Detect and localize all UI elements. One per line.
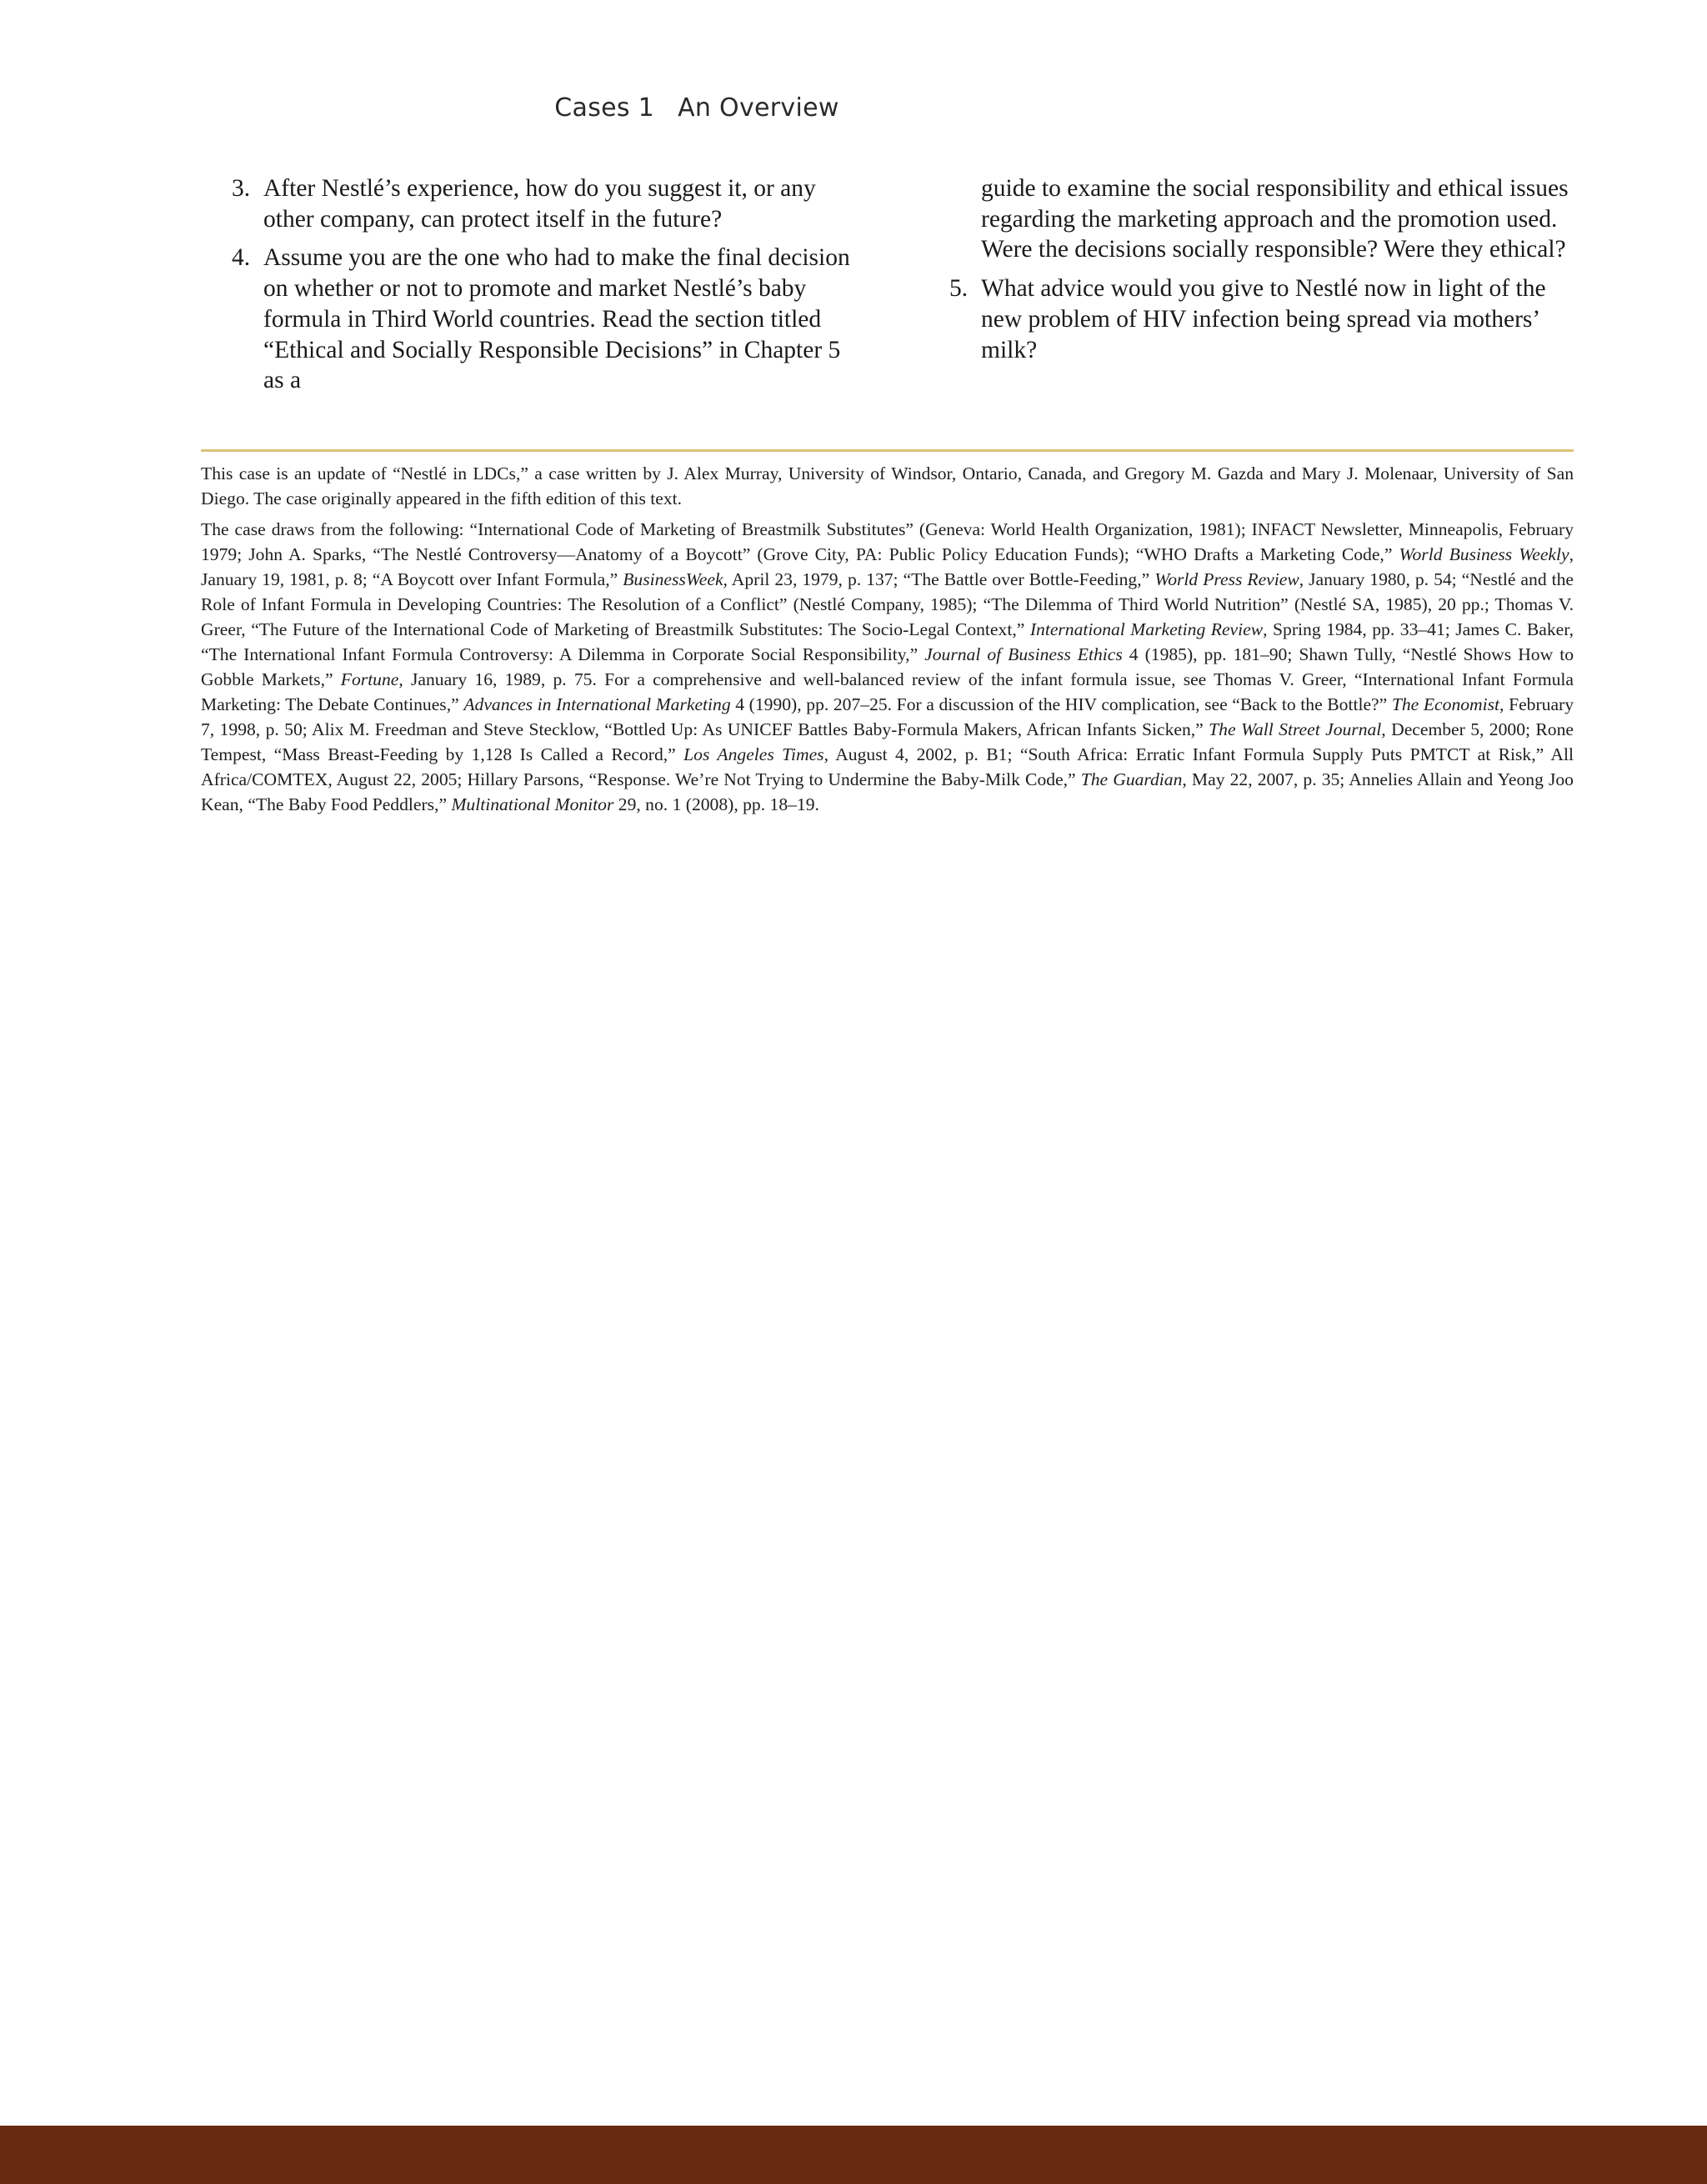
case-notes [201,461,1574,823]
case-references [201,517,1574,817]
publication-title: International Marketing Review [1029,619,1264,639]
publication-title: Multinational Monitor [451,794,614,814]
publication-title: Journal of Business Ethics [924,644,1123,664]
reference-text: , February 7, 1998, p. 50; Alix M. Freedman and Steve Stecklow, “Bottled Up: As UNICEF Battles Baby-Formula Makers, African Infants Sicken,” [201,694,1574,739]
reference-text: 29, no. 1 (2008), pp. 18–19. [613,794,819,814]
reference-text: , May 22, 2007, p. 35; Annelies Allain and Yeong Joo Kean, “The Baby Food Peddlers,” [201,769,1574,814]
reference-text: , December 5, 2000; Rone Tempest, “Mass Breast-Feeding by 1,128 Is Called a Record,” [201,719,1574,764]
publication-title: World Press Review [1154,569,1299,589]
section-title: An Overview [678,93,839,123]
question-text: After Nestlé’s experience, how do you suggest it, or any other company, can protect itself in the future? [263,175,816,233]
reference-text: , January 1980, p. 54; “Nestlé and the Role of Infant Formula in Developing Countries: The Resolution of a Conflict” (Nestlé Company, 1985); “The Dilemma of Third World Nutrition” (Nestlé SA, 1985), 20 pp.; Thomas V. Greer, “The Future of the International Code of Marketing of Breastmilk Substitutes: The Socio-Legal Context,” [201,569,1574,639]
publication-title: Advances in International Marketing [463,694,731,714]
reference-text: , January 16, 1989, p. 75. For a comprehensive and well-balanced review of the infant formula issue, see Thomas V. Greer, “International Infant Formula Marketing: The Debate Continues,” [201,669,1574,714]
publication-title: The Guardian [1080,769,1183,789]
question-number: 4. [232,244,251,272]
publication-title: Los Angeles Times [683,744,824,764]
case-source-note: This case is an update of “Nestlé in LDCs,” a case written by J. Alex Murray, University of Windsor, Ontario, Canada, and Gregory M. Gazda and Mary J. Molenaar, University of San Diego. The case originally appeared in the fifth edition of this text. [201,463,1574,508]
reference-text: , Spring 1984, pp. 33–41; James C. Baker, “The International Infant Formula Controversy: A Dilemma in Corporate Social Responsibility,” [201,619,1574,664]
footer-band [0,2126,1707,2184]
reference-text: April 23, 1979, p. 137; “The Battle over Bottle-Feeding,” [727,569,1155,589]
discussion-questions [232,173,1580,404]
publication-title: The Wall Street Journal [1209,719,1382,739]
running-head [0,93,1394,123]
question-text: What advice would you give to Nestlé now in light of the new problem of HIV infection being spread via mothers’ milk? [981,275,1546,363]
question-number: 5. [949,275,969,303]
reference-text: 4 (1985), pp. 181–90; Shawn Tully, “Nestlé Shows How to Gobble Markets,” [201,644,1574,689]
question-4 [232,243,863,396]
reference-text: 4 (1990), pp. 207–25. For a discussion of the HIV complication, see “Back to the Bottle?” [730,694,1392,714]
publication-title: BusinessWeek, [623,569,728,589]
publication-title: Fortune [340,669,399,689]
questions-right-column [949,173,1580,404]
footnote-divider [201,449,1574,452]
question-4-continued: guide to examine the social responsibility and ethical issues regarding the marketing approach and the promotion used. Were the decisions socially responsible? Were they ethical? [981,175,1569,263]
publication-title: The Economist [1391,694,1500,714]
reference-text: , January 19, 1981, p. 8; “A Boycott over Infant Formula,” [201,544,1574,589]
question-3 [232,173,863,234]
questions-left-column [232,173,863,404]
section-label: Cases 1 [554,93,655,123]
reference-text: The case draws from the following: “International Code of Marketing of Breastmilk Substitutes” (Geneva: World Health Organization, 1981); INFACT Newsletter, Minneapolis, February 1979; John A. Sparks, “The Nestlé Controversy—Anatomy of a Boycott” (Grove City, PA: Public Policy Education Funds); “WHO Drafts a Marketing Code,” [201,519,1574,564]
reference-text: , August 4, 2002, p. B1; “South Africa: Erratic Infant Formula Supply Puts PMTCT at Risk,” All Africa/COMTEX, August 22, 2005; Hillary Parsons, “Response. We’re Not Trying to Undermine the Baby-Milk Code,” [201,744,1574,789]
publication-title: World Business Weekly [1399,544,1569,564]
question-text: Assume you are the one who had to make the final decision on whether or not to promote and market Nestlé’s baby formula in Third World countries. Read the section titled “Ethical and Socially Responsible Decisions” in Chapter 5 as a [263,244,850,394]
question-number: 3. [232,175,251,202]
question-5 [949,273,1580,365]
